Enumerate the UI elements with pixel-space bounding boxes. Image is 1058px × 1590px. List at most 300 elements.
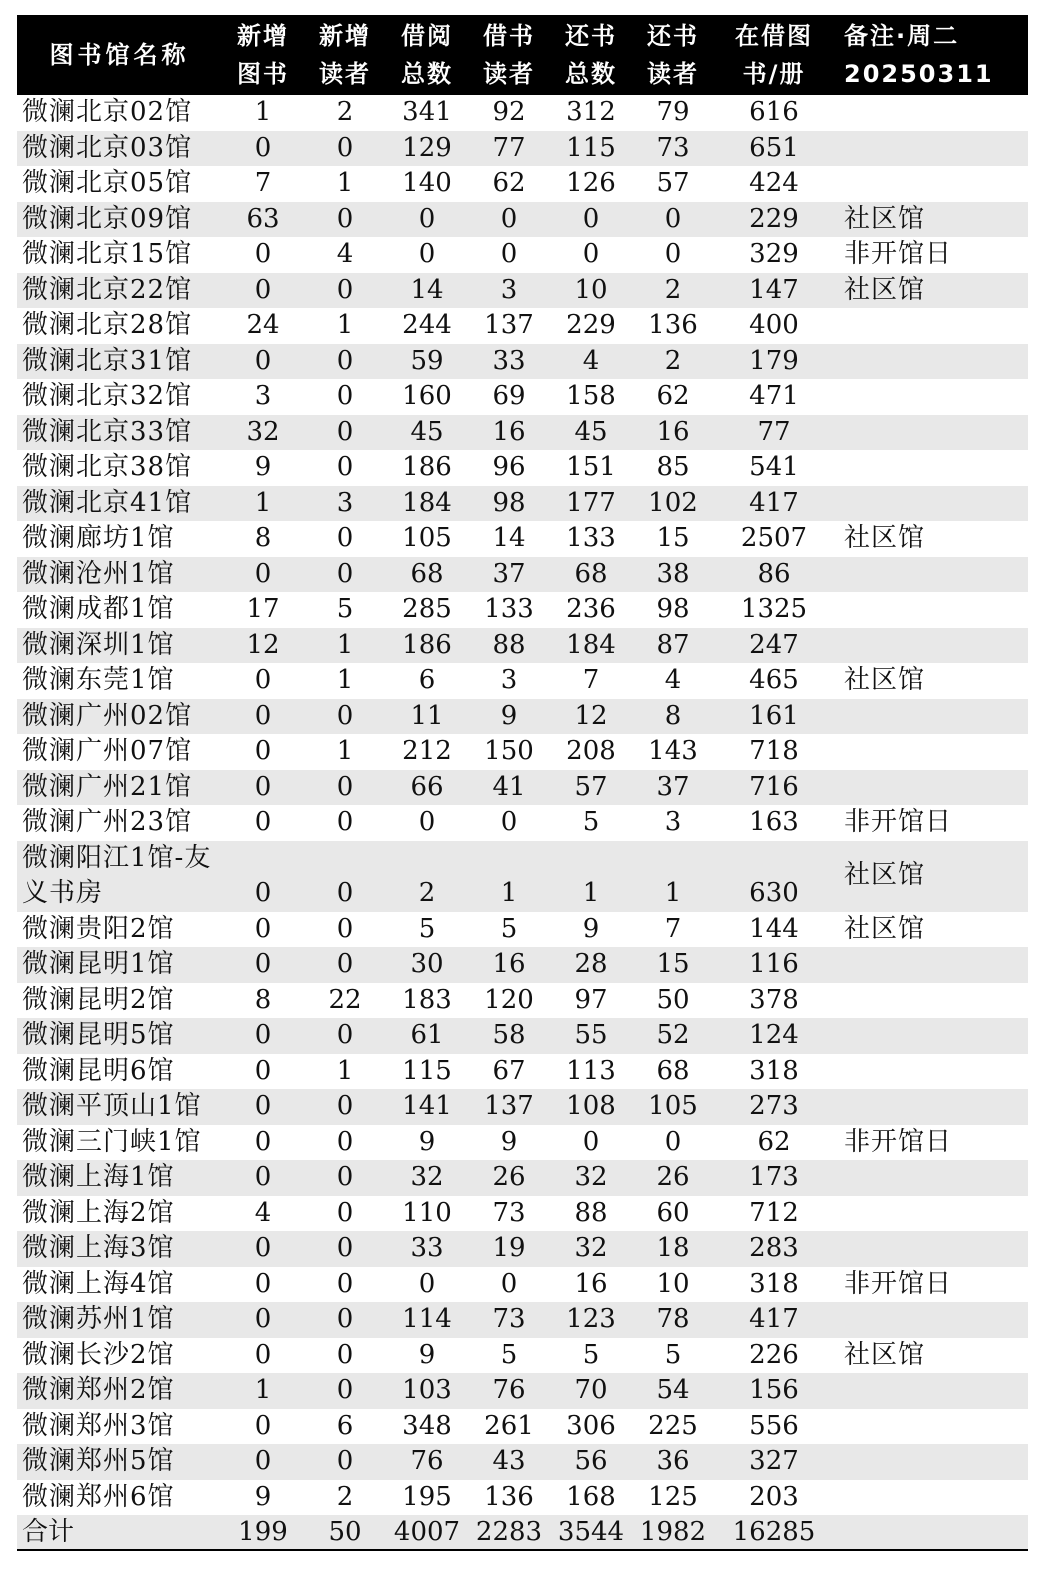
cell-return-readers: 105 [632,1089,714,1125]
cell-on-loan: 163 [749,807,799,837]
cell-borrow-readers: 150 [484,736,534,766]
cell-new-books: 0 [222,699,304,735]
header-note: 备注·周二 20250311 [834,15,1028,95]
cell-note [834,983,1028,1019]
cell-new-books: 0 [254,807,272,837]
cell-borrow-readers: 0 [500,239,518,269]
cell-new-books: 12 [222,628,304,664]
cell-borrow-total: 115 [402,1055,452,1086]
cell-return-readers: 57 [656,168,690,198]
cell-return-total: 32 [550,1231,632,1267]
cell-new-readers: 0 [336,1126,354,1157]
cell-borrow-readers: 26 [468,1160,550,1196]
cell-return-readers: 18 [632,1231,714,1267]
cell-borrow-readers: 137 [468,1089,550,1125]
cell-on-loan: 62 [757,1126,791,1157]
cell-borrow-readers: 0 [468,202,550,238]
cell-new-readers: 5 [336,594,354,624]
table-row [17,1160,1028,1196]
table-row [17,1018,1028,1054]
cell-note [834,166,1028,202]
cell-on-loan: 156 [714,1373,834,1409]
cell-return-readers: 125 [648,1481,698,1512]
cell-borrow-total: 68 [386,557,468,593]
table-row [17,592,1028,628]
cell-on-loan: 616 [749,97,799,127]
cell-new-readers: 0 [304,1444,386,1480]
cell-new-books: 0 [222,1302,304,1338]
cell-return-total: 108 [550,1089,632,1125]
cell-note [834,1160,1028,1196]
cell-new-books: 8 [254,523,272,553]
cell-return-readers: 2 [632,273,714,309]
cell-on-loan: 541 [749,452,799,482]
cell-library-name: 微澜广州21馆 [17,770,222,806]
cell-return-readers: 50 [656,984,690,1015]
cell-new-readers: 2 [336,1481,354,1512]
cell-note [834,1018,1028,1054]
cell-new-readers: 1 [336,168,354,198]
cell-return-total: 168 [566,1481,616,1512]
cell-new-books: 4 [254,1197,272,1228]
table-row [17,1480,1028,1516]
cell-borrow-readers: 67 [492,1055,526,1086]
cell-note: 社区馆 [834,841,1028,912]
cell-new-books: 0 [254,239,272,269]
cell-borrow-readers: 41 [468,770,550,806]
cell-return-readers: 0 [664,1126,682,1157]
cell-borrow-total: 110 [402,1197,452,1228]
cell-borrow-total: 140 [402,168,452,198]
cell-library-name: 微澜上海2馆 [22,1197,175,1228]
cell-borrow-readers: 9 [500,1126,518,1157]
total-label: 合计 [17,1515,222,1550]
cell-note: 非开馆日 [844,1126,953,1157]
cell-return-readers: 62 [656,381,690,411]
cell-new-readers: 0 [336,807,354,837]
cell-new-books: 1 [222,1373,304,1409]
cell-return-total: 236 [566,594,616,624]
cell-note [834,1409,1028,1445]
cell-return-readers: 79 [656,97,690,127]
cell-return-total: 57 [550,770,632,806]
cell-return-total: 7 [582,665,600,695]
cell-return-readers: 85 [656,452,690,482]
cell-library-name: 微澜北京33馆 [17,415,222,451]
cell-new-books: 0 [222,131,304,167]
cell-return-readers: 78 [632,1302,714,1338]
cell-borrow-readers: 58 [468,1018,550,1054]
cell-new-books: 0 [222,841,304,912]
cell-new-books: 17 [246,594,280,624]
cell-note [834,699,1028,735]
cell-new-readers: 0 [336,452,354,482]
table-row [17,1338,1028,1374]
cell-library-name: 微澜郑州6馆 [22,1481,175,1512]
cell-library-name: 微澜昆明5馆 [17,1018,222,1054]
cell-new-readers: 22 [328,984,362,1015]
cell-new-readers: 2 [336,97,354,127]
cell-note [834,1089,1028,1125]
cell-new-books: 0 [222,770,304,806]
cell-return-readers: 3 [664,807,682,837]
table-row [17,1267,1028,1303]
table-row [17,308,1028,344]
cell-library-name: 微澜广州02馆 [17,699,222,735]
total-on-loan: 16285 [714,1515,834,1550]
cell-borrow-total: 0 [418,807,436,837]
cell-note [834,486,1028,522]
cell-borrow-readers: 9 [468,699,550,735]
cell-borrow-readers: 5 [500,913,518,944]
cell-borrow-readers: 16 [468,415,550,451]
cell-borrow-total: 9 [418,1126,436,1157]
cell-borrow-readers: 96 [492,452,526,482]
cell-borrow-readers: 261 [484,1410,534,1441]
cell-note: 社区馆 [844,1339,926,1370]
cell-library-name: 微澜苏州1馆 [17,1302,222,1338]
cell-borrow-total: 59 [386,344,468,380]
cell-new-books: 0 [222,557,304,593]
cell-note [834,628,1028,664]
cell-borrow-readers: 98 [468,486,550,522]
table-row [17,1125,1028,1161]
cell-return-readers: 16 [632,415,714,451]
cell-new-readers: 0 [336,1268,354,1299]
cell-library-name: 微澜北京22馆 [17,273,222,309]
cell-borrow-readers: 19 [468,1231,550,1267]
cell-borrow-total: 61 [386,1018,468,1054]
cell-borrow-readers: 92 [492,97,526,127]
cell-note: 社区馆 [844,523,926,553]
cell-borrow-total: 11 [386,699,468,735]
table-row [17,1302,1028,1338]
cell-on-loan: 630 [714,841,834,912]
cell-borrow-total: 341 [402,97,452,127]
cell-new-books: 0 [222,947,304,983]
cell-new-books: 0 [254,913,272,944]
cell-borrow-total: 14 [386,273,468,309]
table-row [17,237,1028,273]
cell-borrow-total: 186 [386,628,468,664]
cell-new-books: 0 [222,1231,304,1267]
cell-borrow-readers: 133 [484,594,534,624]
table-row [17,166,1028,202]
cell-library-name: 微澜深圳1馆 [17,628,222,664]
cell-return-total: 68 [550,557,632,593]
cell-return-readers: 8 [632,699,714,735]
cell-on-loan: 712 [749,1197,799,1228]
cell-library-name: 微澜郑州5馆 [17,1444,222,1480]
cell-return-readers: 26 [632,1160,714,1196]
cell-new-readers: 0 [336,913,354,944]
cell-return-total: 70 [550,1373,632,1409]
cell-return-readers: 68 [656,1055,690,1086]
cell-library-name: 微澜郑州2馆 [17,1373,222,1409]
cell-borrow-total: 30 [386,947,468,983]
cell-on-loan: 173 [714,1160,834,1196]
cell-library-name: 微澜长沙2馆 [22,1339,175,1370]
cell-library-name: 微澜昆明1馆 [17,947,222,983]
cell-return-total: 113 [566,1055,616,1086]
cell-return-readers: 38 [632,557,714,593]
cell-return-total: 177 [550,486,632,522]
cell-return-total: 126 [566,168,616,198]
cell-return-total: 184 [550,628,632,664]
cell-borrow-readers: 69 [492,381,526,411]
table-row [17,628,1028,664]
cell-new-readers: 3 [304,486,386,522]
table-row [17,521,1028,557]
cell-new-books: 0 [254,665,272,695]
cell-new-readers: 0 [304,344,386,380]
cell-return-readers: 2 [632,344,714,380]
cell-borrow-readers: 3 [468,273,550,309]
cell-new-readers: 0 [336,523,354,553]
cell-return-total: 10 [550,273,632,309]
cell-on-loan: 144 [749,913,799,944]
cell-new-readers: 0 [304,1373,386,1409]
cell-borrow-total: 184 [386,486,468,522]
cell-return-total: 32 [550,1160,632,1196]
cell-return-total: 28 [550,947,632,983]
table-row [17,486,1028,522]
cell-return-total: 88 [574,1197,608,1228]
cell-borrow-readers: 43 [468,1444,550,1480]
cell-new-readers: 0 [336,381,354,411]
cell-borrow-total: 212 [402,736,452,766]
cell-return-total: 1 [550,841,632,912]
cell-new-readers: 0 [304,557,386,593]
cell-return-total: 158 [566,381,616,411]
cell-return-total: 151 [566,452,616,482]
cell-on-loan: 203 [749,1481,799,1512]
cell-new-books: 8 [254,984,272,1015]
cell-note [834,734,1028,770]
cell-new-readers: 1 [336,665,354,695]
cell-library-name: 微澜郑州3馆 [22,1410,175,1441]
header-borrow-total: 借阅 总数 [386,15,468,95]
cell-on-loan: 378 [749,984,799,1015]
table-row [17,947,1028,983]
cell-new-readers: 0 [304,202,386,238]
cell-borrow-total: 66 [386,770,468,806]
cell-note [834,379,1028,415]
cell-return-readers: 15 [632,947,714,983]
cell-on-loan: 424 [749,168,799,198]
total-new-readers: 50 [304,1515,386,1550]
cell-library-name: 微澜三门峡1馆 [22,1126,202,1157]
cell-new-readers: 1 [304,628,386,664]
table-row [17,663,1028,699]
cell-borrow-total: 103 [386,1373,468,1409]
cell-library-name: 微澜北京02馆 [22,97,193,127]
cell-library-name: 微澜北京31馆 [17,344,222,380]
cell-borrow-total: 33 [386,1231,468,1267]
cell-return-readers: 102 [632,486,714,522]
library-stats-table [17,15,1028,1551]
cell-library-name: 微澜北京38馆 [22,452,193,482]
cell-on-loan: 400 [749,310,799,340]
cell-note [834,344,1028,380]
cell-borrow-readers: 62 [492,168,526,198]
table-footer [17,1515,1028,1550]
cell-new-books: 9 [254,1481,272,1512]
cell-on-loan: 318 [749,1055,799,1086]
cell-note [834,1480,1028,1516]
cell-note [834,592,1028,628]
table-row [17,131,1028,167]
cell-note: 社区馆 [844,913,926,944]
cell-return-total: 133 [566,523,616,553]
cell-borrow-total: 76 [386,1444,468,1480]
cell-return-total: 115 [550,131,632,167]
cell-new-books: 24 [246,310,280,340]
cell-return-total: 97 [574,984,608,1015]
cell-new-books: 0 [222,273,304,309]
cell-on-loan: 327 [714,1444,834,1480]
cell-note [834,308,1028,344]
cell-new-books: 7 [254,168,272,198]
cell-borrow-total: 45 [386,415,468,451]
cell-borrow-total: 129 [386,131,468,167]
cell-on-loan: 718 [749,736,799,766]
cell-borrow-readers: 14 [492,523,526,553]
cell-note [834,1444,1028,1480]
cell-return-readers: 5 [664,1339,682,1370]
cell-library-name: 微澜上海1馆 [17,1160,222,1196]
cell-borrow-readers: 73 [468,1302,550,1338]
cell-note [834,1302,1028,1338]
cell-on-loan: 2507 [740,523,808,553]
cell-return-total: 0 [582,239,600,269]
cell-on-loan: 86 [714,557,834,593]
cell-note: 非开馆日 [844,1268,953,1299]
cell-return-total: 306 [566,1410,616,1441]
cell-return-readers: 36 [632,1444,714,1480]
cell-borrow-readers: 137 [484,310,534,340]
cell-note [834,1196,1028,1232]
table-row [17,415,1028,451]
total-return-total: 3544 [550,1515,632,1550]
cell-new-readers: 0 [336,1197,354,1228]
cell-borrow-total: 0 [418,239,436,269]
cell-borrow-total: 114 [386,1302,468,1338]
cell-return-total: 16 [574,1268,608,1299]
cell-on-loan: 273 [714,1089,834,1125]
cell-library-name: 微澜昆明6馆 [22,1055,175,1086]
cell-borrow-readers: 0 [500,807,518,837]
table-row [17,450,1028,486]
cell-return-total: 55 [550,1018,632,1054]
cell-return-total: 4 [550,344,632,380]
table-row [17,95,1028,131]
cell-note: 社区馆 [834,202,1028,238]
cell-new-readers: 0 [304,841,386,912]
table-row [17,734,1028,770]
table-header [17,15,1028,95]
cell-new-readers: 6 [336,1410,354,1441]
cell-on-loan: 116 [714,947,834,983]
cell-new-books: 0 [254,736,272,766]
header-return-total: 还书 总数 [550,15,632,95]
header-on-loan: 在借图 书/册 [714,15,834,95]
cell-library-name: 微澜北京05馆 [22,168,193,198]
table-row [17,202,1028,238]
cell-note: 非开馆日 [844,807,953,837]
cell-note [834,1373,1028,1409]
cell-note: 社区馆 [844,665,926,695]
cell-borrow-total: 105 [402,523,452,553]
cell-new-books: 32 [222,415,304,451]
cell-library-name: 微澜北京09馆 [17,202,222,238]
table-row [17,1231,1028,1267]
cell-borrow-readers: 76 [468,1373,550,1409]
cell-new-readers: 0 [304,415,386,451]
cell-new-readers: 1 [336,736,354,766]
table-row [17,379,1028,415]
cell-library-name: 微澜沧州1馆 [17,557,222,593]
cell-new-books: 0 [254,1126,272,1157]
cell-on-loan: 229 [714,202,834,238]
cell-on-loan: 1325 [740,594,808,624]
cell-borrow-readers: 73 [492,1197,526,1228]
cell-new-readers: 0 [304,699,386,735]
total-note [834,1515,1028,1550]
total-borrow-total: 4007 [386,1515,468,1550]
cell-note: 社区馆 [834,273,1028,309]
cell-library-name: 微澜北京15馆 [22,239,193,269]
cell-library-name: 微澜成都1馆 [22,594,175,624]
cell-borrow-readers: 1 [468,841,550,912]
cell-return-readers: 0 [664,239,682,269]
cell-new-books: 1 [254,97,272,127]
cell-on-loan: 247 [714,628,834,664]
cell-new-readers: 0 [304,273,386,309]
cell-borrow-total: 0 [418,1268,436,1299]
cell-borrow-total: 285 [402,594,452,624]
cell-on-loan: 556 [749,1410,799,1441]
cell-library-name: 微澜贵阳2馆 [22,913,175,944]
cell-borrow-total: 244 [402,310,452,340]
cell-borrow-readers: 136 [484,1481,534,1512]
cell-new-books: 0 [254,1339,272,1370]
total-borrow-readers: 2283 [468,1515,550,1550]
cell-on-loan: 417 [714,1302,834,1338]
cell-note [834,557,1028,593]
cell-borrow-readers: 88 [468,628,550,664]
cell-note [834,95,1028,131]
cell-borrow-total: 5 [418,913,436,944]
cell-library-name: 微澜北京32馆 [22,381,193,411]
cell-new-books: 0 [222,1160,304,1196]
cell-new-readers: 0 [304,1231,386,1267]
cell-return-readers: 143 [648,736,698,766]
cell-new-books: 1 [222,486,304,522]
cell-library-name: 微澜阳江1馆-友义书房 [17,841,222,912]
cell-library-name: 微澜东莞1馆 [22,665,175,695]
cell-borrow-readers: 120 [484,984,534,1015]
table-row [17,557,1028,593]
cell-borrow-readers: 3 [500,665,518,695]
cell-return-total: 0 [550,202,632,238]
cell-new-readers: 0 [304,770,386,806]
cell-return-readers: 37 [632,770,714,806]
table-row [17,983,1028,1019]
cell-note [834,450,1028,486]
table-row [17,805,1028,841]
table-row [17,1444,1028,1480]
